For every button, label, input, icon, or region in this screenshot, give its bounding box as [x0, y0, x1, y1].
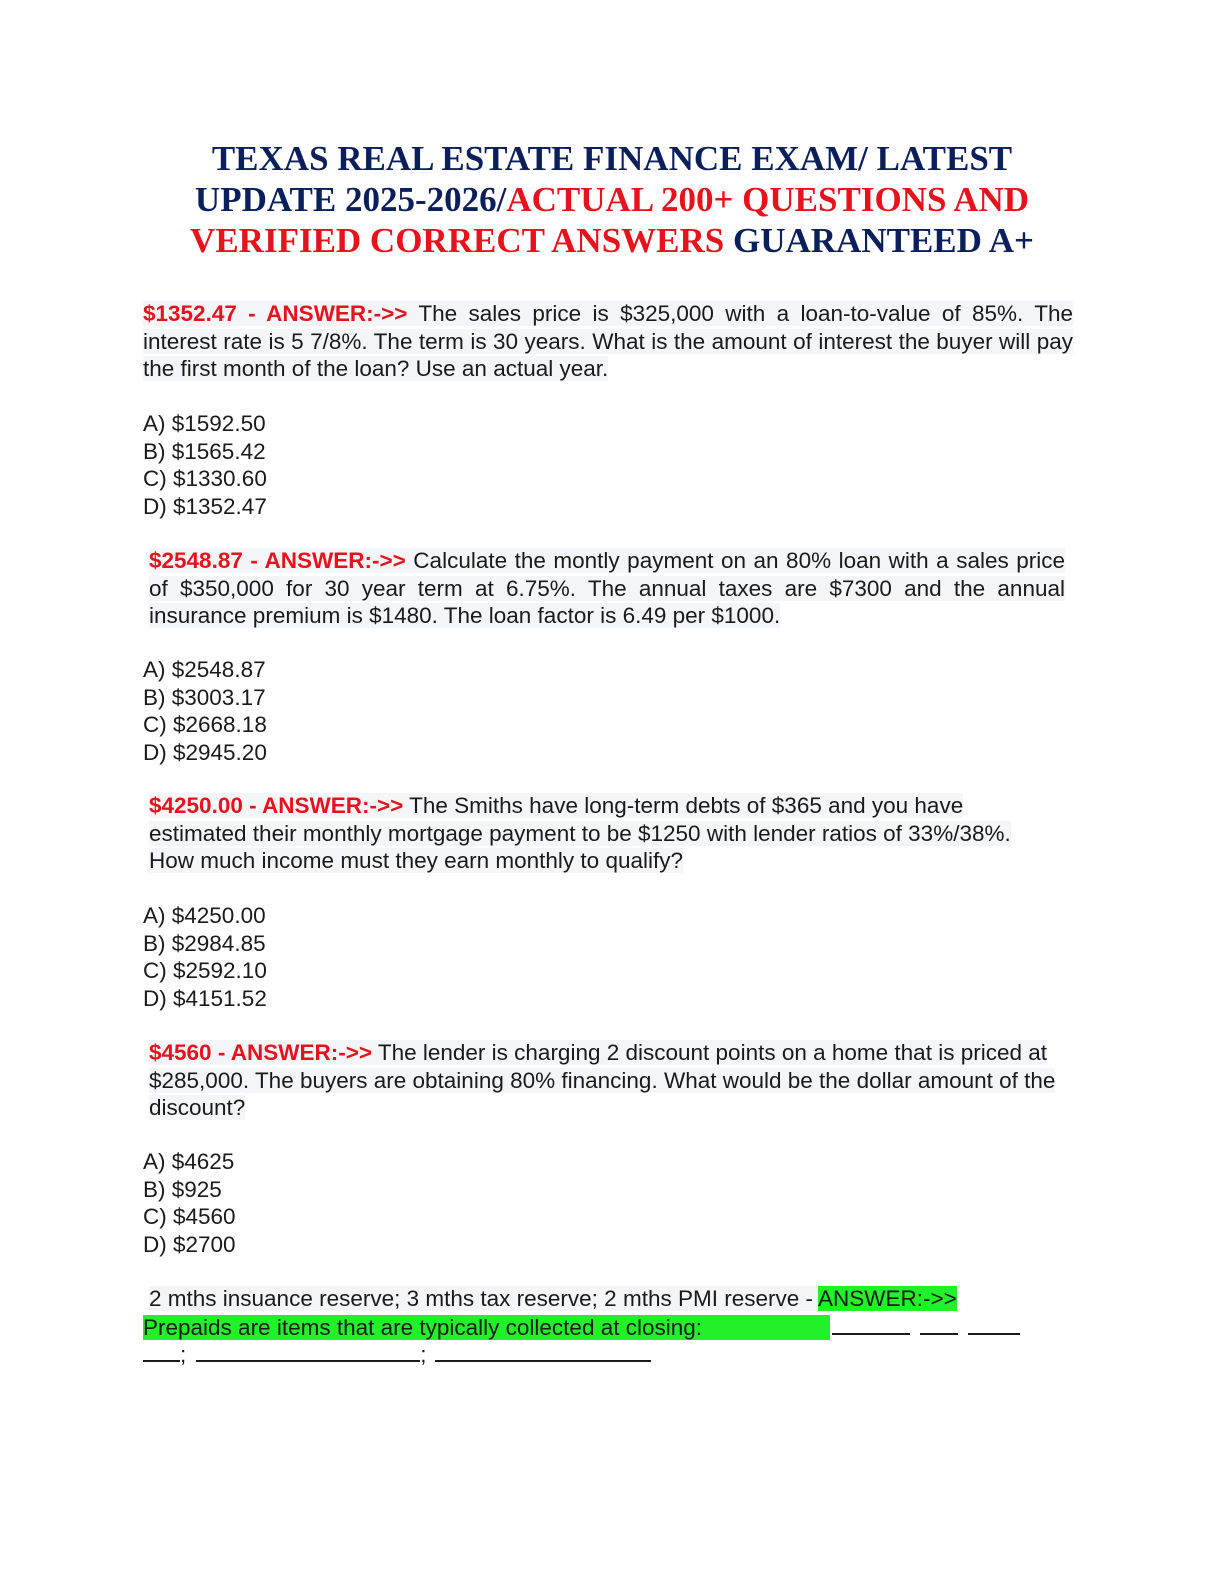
question-5-lead: 2 mths insuance reserve; 3 mths tax reserve; 2 mths PMI reserve -: [149, 1286, 818, 1311]
title-line-2: [150, 179, 1074, 220]
option-d: D) $2700: [143, 1231, 236, 1257]
question-5-line-3: [143, 1340, 743, 1369]
option-d: D) $2945.20: [143, 739, 267, 765]
option-b: B) $1565.42: [143, 438, 266, 464]
option-c: C) $4560: [143, 1204, 236, 1229]
blank-line: [832, 1313, 910, 1335]
question-3-body: The Smiths have long-term debts of $365 and you have estimated their monthly mortgage payment to be $1250 with lender ratios of 33%/38%. How much income must they earn monthly to qualify?: [149, 793, 1011, 873]
option-a: A) $1592.50: [143, 411, 266, 436]
title-line-3: [150, 220, 1074, 261]
question-1: [143, 300, 1073, 383]
question-4: [149, 1039, 1059, 1122]
question-2-options: [143, 656, 543, 766]
question-2-text: [149, 548, 1065, 628]
separator: ;: [420, 1342, 427, 1367]
question-4-text: [149, 1040, 1055, 1120]
question-3: [149, 792, 1019, 875]
question-1-text: [143, 301, 1073, 381]
title-line-2-navy: UPDATE 2025-2026/: [194, 180, 507, 219]
option-b: B) $925: [143, 1176, 222, 1202]
blank-line: [143, 1340, 180, 1362]
question-2-answer: $2548.87 - ANSWER:->>: [149, 548, 406, 573]
question-5-line-2: [143, 1313, 1043, 1342]
question-5-line-1: [149, 1285, 1049, 1313]
option-d: D) $1352.47: [143, 493, 267, 519]
option-b: B) $2984.85: [143, 930, 266, 956]
question-1-options: [143, 410, 543, 520]
option-c: C) $2668.18: [143, 712, 267, 737]
question-4-answer: $4560 - ANSWER:->>: [149, 1040, 372, 1065]
title-line-2-red: ACTUAL 200+ QUESTIONS AND: [506, 180, 1030, 219]
blank-line: [968, 1313, 1020, 1335]
question-1-answer: $1352.47 - ANSWER:->>: [143, 301, 408, 326]
question-3-options: [143, 902, 543, 1012]
question-4-options: [143, 1148, 543, 1258]
blank-line: [435, 1340, 651, 1362]
blank-line: [196, 1340, 420, 1362]
title-line-3-navy: GUARANTEED A+: [724, 221, 1034, 260]
option-d: D) $4151.52: [143, 985, 267, 1011]
separator: ;: [180, 1342, 187, 1367]
title-line-1: TEXAS REAL ESTATE FINANCE EXAM/ LATEST: [211, 139, 1013, 178]
question-2: [149, 547, 1065, 630]
question-5-answer-text: Prepaids are items that are typically collected at closing:: [143, 1315, 830, 1340]
option-b: B) $3003.17: [143, 684, 266, 710]
question-3-answer: $4250.00 - ANSWER:->>: [149, 793, 404, 818]
question-5-answer: ANSWER:->>: [818, 1286, 957, 1311]
option-c: C) $2592.10: [143, 958, 267, 983]
document-title: [150, 138, 1074, 261]
question-2-body: Calculate the montly payment on an 80% loan with a sales price of $350,000 for 30 year term at 6.75%. The annual taxes are $7300 and the annual insurance premium is $1480. The loan factor is 6.49 per $1000.: [149, 548, 1065, 628]
title-line-3-red: VERIFIED CORRECT ANSWERS: [190, 221, 725, 260]
question-4-body: The lender is charging 2 discount points on a home that is priced at $285,000. The buyers are obtaining 80% financing. What would be the dollar amount of the discount?: [149, 1040, 1056, 1120]
option-a: A) $4250.00: [143, 903, 266, 928]
question-3-text: [149, 793, 1011, 873]
option-a: A) $2548.87: [143, 657, 266, 682]
option-c: C) $1330.60: [143, 466, 267, 491]
blank-line: [920, 1313, 958, 1335]
option-a: A) $4625: [143, 1149, 235, 1174]
question-1-body: The sales price is $325,000 with a loan-to-value of 85%. The interest rate is 5 7/8%. The term is 30 years. What is the amount of interest the buyer will pay the first month of the loan? Use an actual year.: [143, 301, 1073, 381]
